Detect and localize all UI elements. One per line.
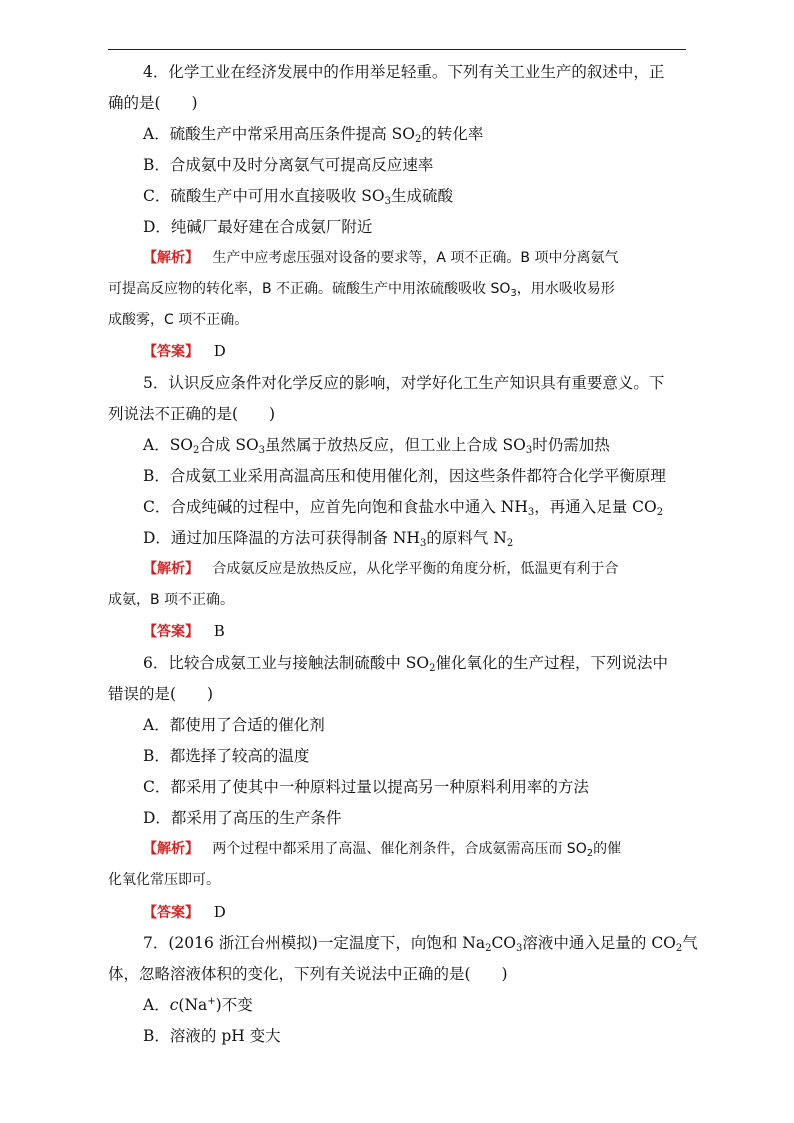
q4-option-a: A．硫酸生产中常采用高压条件提高 $SO_2$的转化率	[143, 125, 484, 145]
q6-option-b: B．都选择了较高的温度	[143, 747, 310, 765]
analysis-tag: 【解析】	[143, 841, 199, 857]
answer-tag: 【答案】	[143, 905, 199, 921]
q5-option-d: D．通过加压降温的方法可获得制备 $NH_3$的原料气 $N_2$	[143, 529, 514, 549]
answer-tag: 【答案】	[143, 624, 199, 640]
q6-option-d: D．都采用了高压的生产条件	[143, 809, 342, 827]
answer-tag: 【答案】	[143, 344, 199, 360]
q4-analysis-line1: 【解析】 生产中应考虑压强对设备的要求等，A 项不正确。B 项中分离氨气	[143, 250, 619, 266]
q7-stem-line2: 体，忽略溶液体积的变化，下列有关说法中正确的是( )	[108, 965, 508, 983]
q6-stem-line1: 6．比较合成氨工业与接触法制硫酸中 $SO_2$催化氧化的生产过程，下列说法中	[143, 654, 669, 674]
q5-answer: 【答案】 B	[143, 622, 225, 640]
q7-stem-line1: 7．(2016 浙江台州模拟)一定温度下，向饱和 $Na_2CO_3$溶液中通入足量的 $CO_2$气	[143, 934, 698, 954]
analysis-tag: 【解析】	[143, 250, 199, 266]
q6-analysis-line1: 【解析】 两个过程中都采用了高温、催化剂条件，合成氨需高压而 $SO_2$的催	[143, 841, 622, 859]
analysis-tag: 【解析】	[143, 561, 199, 577]
q6-option-c: C．都采用了使其中一种原料过量以提高另一种原料利用率的方法	[143, 778, 589, 796]
q4-stem-line1: 4．化学工业在经济发展中的作用举足轻重。下列有关工业生产的叙述中，正	[143, 63, 665, 81]
q4-option-d: D．纯碱厂最好建在合成氨厂附近	[143, 218, 373, 236]
q5-option-b: B．合成氨工业采用高温高压和使用催化剂，因这些条件都符合化学平衡原理	[143, 467, 666, 485]
q5-analysis-line1: 【解析】 合成氨反应是放热反应，从化学平衡的角度分析，低温更有利于合	[143, 561, 619, 577]
header-rule	[108, 49, 686, 50]
q4-analysis-line3: 成酸雾，C 项不正确。	[108, 312, 249, 328]
q4-stem-line2: 确的是( )	[108, 94, 198, 112]
q6-option-a: A．都使用了合适的催化剂	[143, 716, 325, 734]
q4-option-c: C．硫酸生产中可用水直接吸收 $SO_3$生成硫酸	[143, 187, 454, 207]
q5-option-a: A．$SO_2$合成 $SO_3$虽然属于放热反应，但工业上合成 $SO_3$时仍需加热	[143, 436, 610, 456]
q6-stem-line2: 错误的是( )	[108, 685, 214, 703]
q4-answer: 【答案】 D	[143, 342, 226, 360]
q7-option-a: A．c(Na+)不变	[143, 996, 253, 1014]
q5-analysis-line2: 成氨，B 项不正确。	[108, 592, 235, 608]
q4-option-b: B．合成氨中及时分离氨气可提高反应速率	[143, 156, 434, 174]
q5-option-c: C．合成纯碱的过程中，应首先向饱和食盐水中通入 $NH_3$，再通入足量 $CO_2$	[143, 498, 664, 518]
q5-stem-line1: 5．认识反应条件对化学反应的影响，对学好化工生产知识具有重要意义。下	[143, 374, 665, 392]
q6-analysis-line2: 化氧化常压即可。	[108, 872, 220, 888]
q7-option-b: B．溶液的 pH 变大	[143, 1027, 281, 1045]
q4-analysis-line2: 可提高反应物的转化率，B 不正确。硫酸生产中用浓硫酸吸收 $SO_3$，用水吸收易形	[108, 281, 615, 299]
q5-stem-line2: 列说法不正确的是( )	[108, 405, 276, 423]
q6-answer: 【答案】 D	[143, 903, 226, 921]
